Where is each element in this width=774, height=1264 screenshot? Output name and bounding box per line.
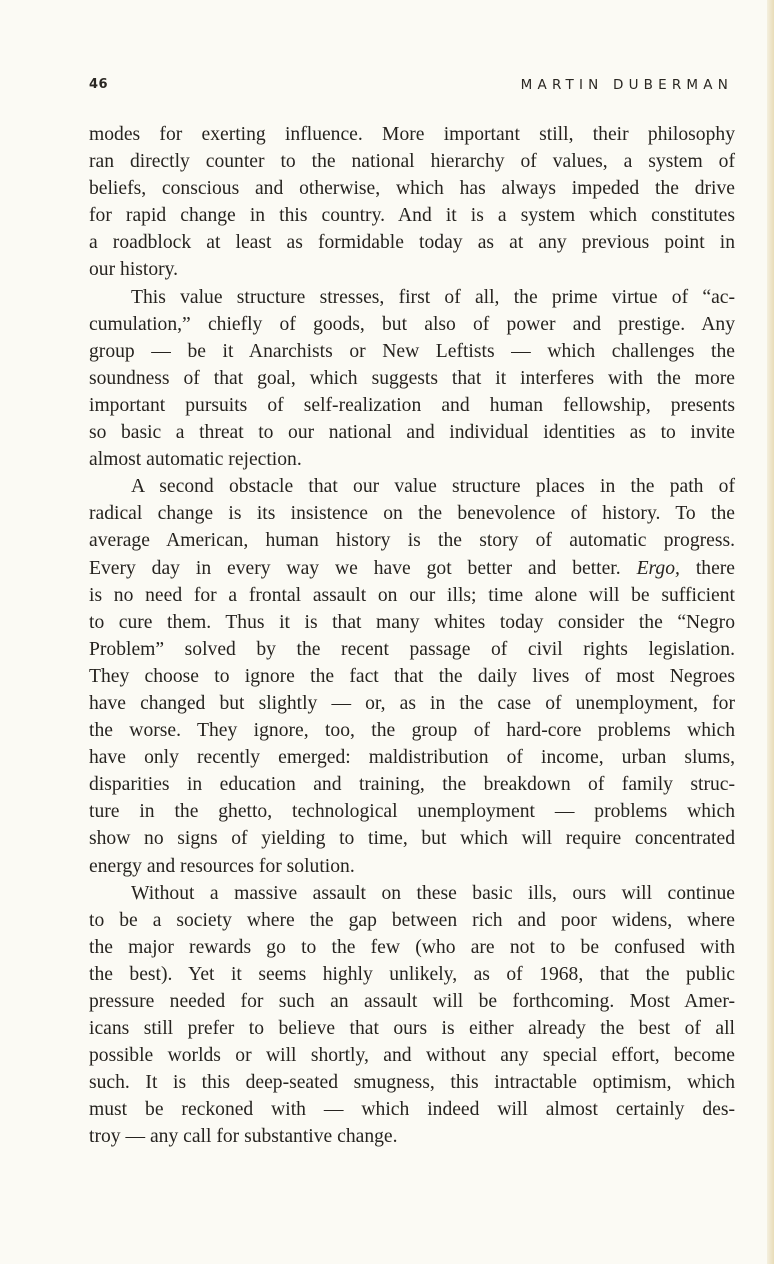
text-line: possible worlds or will shortly, and without any special effort, become: [89, 1045, 735, 1067]
text-line: the worse. They ignore, too, the group of hard-core problems which: [89, 720, 735, 742]
text-line: so basic a threat to our national and individual identities as to invite: [89, 422, 735, 444]
text-line: energy and resources for solution.: [89, 855, 355, 877]
text-line: Problem” solved by the recent passage of civil rights legislation.: [89, 638, 735, 660]
text-line: our history.: [89, 259, 179, 281]
text-line: to be a society where the gap between rich and poor widens, where: [89, 909, 735, 931]
text-line: disparities in education and training, the breakdown of family struc-: [89, 774, 735, 796]
text-line: must be reckoned with — which indeed will almost certainly des-: [89, 1099, 735, 1121]
text-line: pressure needed for such an assault will be forthcoming. Most Amer-: [89, 991, 735, 1012]
text-line: This value structure stresses, first of all, the prime virtue of “ac-: [131, 286, 735, 308]
text-line: icans still prefer to believe that ours is either already the best of all: [89, 1018, 735, 1040]
text-line: troy — any call for substantive change.: [89, 1126, 398, 1148]
paragraph-1: [89, 121, 735, 284]
page-number: 46: [89, 77, 109, 92]
body-text: [89, 121, 735, 1151]
text-line: They choose to ignore the fact that the daily lives of most Negroes: [89, 665, 735, 687]
text-line: group — be it Anarchists or New Leftists — which challenges the: [89, 340, 735, 362]
text-line: soundness of that goal, which suggests that it interferes with the more: [89, 367, 735, 389]
text-line: important pursuits of self-realization and human fellowship, presents: [89, 394, 735, 416]
italic-word: Ergo,: [636, 557, 680, 579]
text-line: Every day in every way we have got better and better.: [89, 557, 621, 579]
text-line-with-italic: [89, 555, 735, 582]
text-line: to cure them. Thus it is that many whites today consider the “Negro: [89, 611, 735, 633]
paragraph-2: [89, 284, 735, 474]
text-line: almost automatic rejection.: [89, 449, 302, 471]
text-fragment: there: [695, 557, 735, 579]
text-line: A second obstacle that our value structure places in the path of: [131, 476, 735, 498]
text-line: such. It is this deep-seated smugness, this intractable optimism, which: [89, 1072, 735, 1094]
text-line: modes for exerting influence. More important still, their philosophy: [89, 124, 735, 145]
text-line: average American, human history is the story of automatic progress.: [89, 530, 735, 552]
text-line: beliefs, conscious and otherwise, which has always impeded the drive: [89, 178, 735, 200]
paragraph-4: [89, 880, 735, 1151]
text-line: is no need for a frontal assault on our ills; time alone will be sufficient: [89, 584, 735, 606]
paragraph-3: [89, 473, 735, 879]
text-line: have only recently emerged: maldistribution of income, urban slums,: [89, 747, 735, 769]
running-head-author: MARTIN DUBERMAN: [520, 77, 733, 93]
text-line: the best). Yet it seems highly unlikely, as of 1968, that the public: [89, 963, 735, 985]
page-edge: [767, 0, 774, 1264]
text-line: cumulation,” chiefly of goods, but also of power and prestige. Any: [89, 313, 735, 335]
running-head: [89, 77, 733, 97]
text-line: ran directly counter to the national hierarchy of values, a system of: [89, 151, 735, 173]
text-line: for rapid change in this country. And it is a system which constitutes: [89, 205, 735, 227]
text-line: the major rewards go to the few (who are not to be confused with: [89, 936, 735, 958]
text-line: Without a massive assault on these basic ills, ours will continue: [131, 882, 735, 904]
text-line: radical change is its insistence on the benevolence of history. To the: [89, 503, 735, 525]
text-line: ture in the ghetto, technological unemployment — problems which: [89, 801, 735, 823]
text-line: have changed but slightly — or, as in the case of unemployment, for: [89, 692, 735, 714]
text-line: a roadblock at least as formidable today as at any previous point in: [89, 232, 735, 254]
text-line: show no signs of yielding to time, but which will require concentrated: [89, 828, 735, 850]
